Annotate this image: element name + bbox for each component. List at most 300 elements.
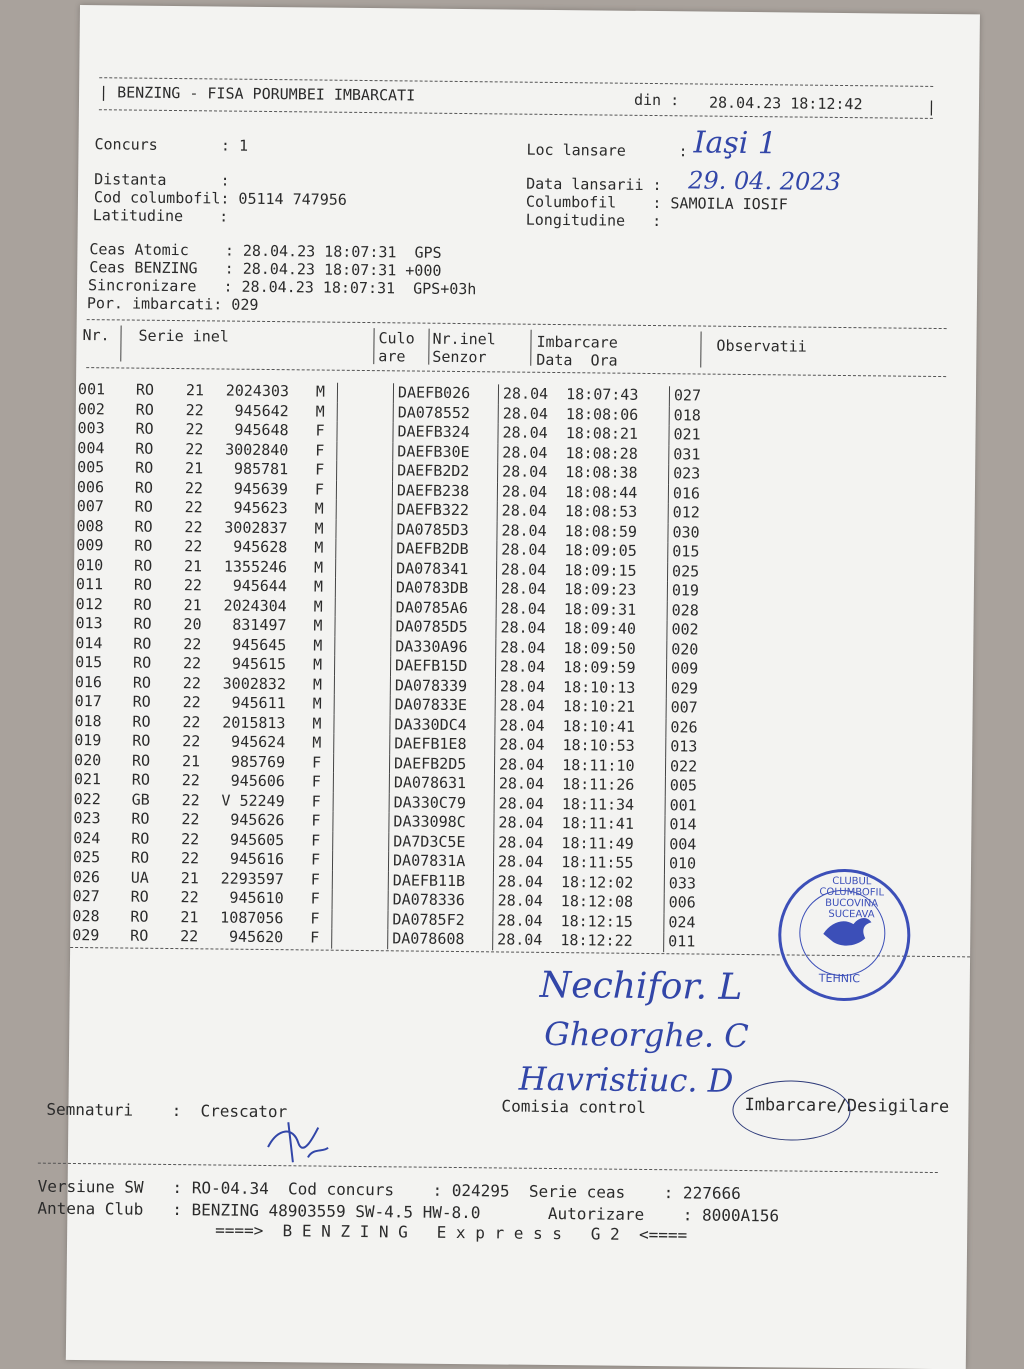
ring-number-cell: 3002832 <box>222 674 286 693</box>
row-number-cell: 013 <box>75 613 103 633</box>
boarding-time-cell: 28.04 18:09:50 <box>496 638 667 659</box>
boarding-time-cell: 28.04 18:11:10 <box>494 755 665 776</box>
ring-country-cell: RO <box>131 829 150 848</box>
color-cell <box>336 500 392 520</box>
print-date-value: 28.04.23 18:12:42 <box>708 93 863 114</box>
latitudine-field: Latitudine : <box>92 206 229 226</box>
sensor-ring-cell: DAEFB15D <box>390 656 495 677</box>
observation-cell: 014 <box>665 815 697 835</box>
color-cell <box>337 461 393 481</box>
observation-cell: 015 <box>668 542 700 562</box>
col-separator <box>700 332 701 368</box>
ring-number-cell: 945648 <box>234 420 289 440</box>
sensor-ring-cell: DAEFB30E <box>393 442 498 463</box>
row-number-cell: 012 <box>75 594 103 613</box>
boarding-time-cell: 28.04 18:11:34 <box>494 794 665 815</box>
sex-cell: F <box>311 772 321 791</box>
boarding-time-cell: 28.04 18:07:43 <box>498 384 669 405</box>
color-cell <box>333 753 389 773</box>
ring-year-cell: 21 <box>183 556 203 575</box>
boarding-time-cell: 28.04 18:08:38 <box>498 462 669 483</box>
columbofil-field: Columbofil : SAMOILA IOSIF <box>525 192 788 214</box>
sex-cell: F <box>314 479 325 499</box>
sex-cell: F <box>311 811 321 830</box>
ring-number-cell: 945626 <box>230 810 285 830</box>
footer-line-2: Antena Club : BENZING 48903559 SW-4.5 HW-8.0 Autorizare : 8000A156 <box>37 1198 780 1226</box>
boarding-time-cell: 28.04 18:10:53 <box>495 735 666 756</box>
sensor-ring-cell: DA330DC4 <box>390 715 495 736</box>
sex-cell: M <box>314 538 324 557</box>
sex-cell: M <box>312 713 322 733</box>
sensor-ring-cell: DAEFB2D5 <box>389 754 494 775</box>
ring-country-cell: RO <box>130 887 149 906</box>
footer-line-1: Versiune SW : RO-04.34 Cod concurs : 024295 Serie ceas : 227666 <box>37 1176 741 1203</box>
ceas-atomic-field: Ceas Atomic : 28.04.23 18:07:31 GPS <box>89 240 442 262</box>
ring-number-cell: 985781 <box>233 459 289 479</box>
boarding-time-cell: 28.04 18:09:59 <box>495 657 666 678</box>
color-cell <box>336 558 392 578</box>
row-number-cell: 017 <box>74 691 102 711</box>
boarding-time-cell: 28.04 18:08:28 <box>498 443 669 464</box>
col-culoare-2: are <box>378 347 406 366</box>
sex-cell: M <box>312 655 323 674</box>
ring-number-cell: 945639 <box>233 479 289 498</box>
col-observatii: Observatii <box>716 336 807 356</box>
color-cell <box>333 812 389 832</box>
divider <box>38 1163 938 1173</box>
color-cell <box>334 675 390 695</box>
ring-country-cell: RO <box>132 712 151 731</box>
observation-cell: 009 <box>666 659 698 679</box>
footer-line-3: ====> B E N Z I N G E x p r e s s G 2 <==== <box>215 1220 688 1245</box>
sensor-ring-cell: DA078608 <box>388 929 493 950</box>
color-cell <box>335 578 391 598</box>
ring-year-cell: 22 <box>185 420 204 439</box>
club-stamp <box>778 868 911 1001</box>
ring-year-cell: 21 <box>184 459 204 478</box>
color-cell <box>336 539 392 559</box>
observation-cell: 020 <box>667 640 699 660</box>
porumbei-imbarcati-field: Por. imbarcati: 029 <box>86 294 259 314</box>
row-number-cell: 028 <box>72 906 100 925</box>
row-number-cell: 001 <box>77 380 106 399</box>
ring-country-cell: RO <box>135 439 154 458</box>
sensor-ring-cell: DAEFB2DB <box>392 539 497 560</box>
boarding-time-cell: 28.04 18:09:05 <box>497 540 668 561</box>
row-number-cell: 025 <box>72 847 101 867</box>
observation-cell: 002 <box>667 620 699 640</box>
color-cell <box>332 870 388 890</box>
ring-number-cell: 945624 <box>231 732 286 752</box>
document-title: | BENZING - FISA PORUMBEI IMBARCATI <box>98 83 416 105</box>
ring-number-cell: 945611 <box>231 693 286 713</box>
color-cell <box>337 422 393 442</box>
sensor-ring-cell: DA078631 <box>389 773 494 794</box>
sensor-ring-cell: DA0785F2 <box>388 910 493 931</box>
boarding-time-cell: 28.04 18:12:15 <box>493 911 664 932</box>
ring-year-cell: 21 <box>183 595 202 614</box>
sensor-ring-cell: DA0783DB <box>391 578 496 599</box>
observation-cell: 022 <box>665 757 697 777</box>
observation-cell: 007 <box>666 698 698 718</box>
col-separator <box>530 330 531 366</box>
ring-country-cell: RO <box>130 926 149 945</box>
sex-cell: M <box>313 616 323 635</box>
ring-year-cell: 22 <box>182 712 201 731</box>
observation-cell: 019 <box>667 581 699 601</box>
ring-country-cell: RO <box>133 634 152 653</box>
ring-year-cell: 22 <box>184 498 203 517</box>
ring-year-cell: 22 <box>182 693 201 712</box>
row-number-cell: 003 <box>77 418 105 438</box>
ring-country-cell: RO <box>135 458 154 477</box>
ring-country-cell: RO <box>134 497 153 516</box>
ring-country-cell: RO <box>132 731 151 750</box>
ring-country-cell: UA <box>130 868 149 887</box>
distanta-field: Distanta : <box>94 170 230 190</box>
row-number-cell: 007 <box>76 496 104 516</box>
col-separator <box>373 328 374 364</box>
sensor-ring-cell: DA0785D3 <box>392 520 497 541</box>
pigeon-table <box>70 380 701 952</box>
sensor-ring-cell: DA7D3C5E <box>389 832 494 853</box>
row-number-cell: 029 <box>72 925 100 945</box>
boarding-time-cell: 28.04 18:10:21 <box>495 696 666 717</box>
ring-year-cell: 22 <box>181 829 200 848</box>
ring-year-cell: 22 <box>185 439 204 458</box>
sex-cell: F <box>315 421 325 440</box>
ring-number-cell: 3002840 <box>225 440 289 459</box>
sensor-ring-cell: DA07833E <box>390 695 495 716</box>
ring-number-cell: 2015813 <box>222 713 286 732</box>
color-cell <box>335 617 391 637</box>
row-number-cell: 005 <box>77 457 105 477</box>
color-cell <box>334 656 390 676</box>
boarding-time-cell: 28.04 18:12:22 <box>493 930 664 951</box>
sensor-ring-cell: DA0785D5 <box>391 617 496 638</box>
color-cell <box>333 831 389 851</box>
row-number-cell: 020 <box>74 750 102 769</box>
row-number-cell: 006 <box>76 477 105 496</box>
cod-columbofil-field: Cod columbofil: 05114 747956 <box>93 188 347 209</box>
signature-gheorghe: Gheorghe. C <box>544 1014 749 1056</box>
loc-lansare-colon: : <box>678 142 688 161</box>
sensor-ring-cell: DA33098C <box>389 812 494 833</box>
observation-cell: 026 <box>666 718 698 738</box>
row-number-cell: 009 <box>76 535 104 555</box>
row-number-cell: 011 <box>75 574 104 594</box>
title-end-bar: | <box>926 97 937 116</box>
imbarcare-desigilare: Imbarcare/Desigilare <box>744 1095 950 1118</box>
ring-number-cell: 2293597 <box>220 869 284 888</box>
ring-year-cell: 22 <box>180 927 199 946</box>
sex-cell: M <box>315 382 326 401</box>
row-number-cell: 015 <box>75 652 103 672</box>
ring-country-cell: RO <box>135 400 154 419</box>
observation-cell: 006 <box>664 893 696 913</box>
ceas-benzing-field: Ceas BENZING : 28.04.23 18:07:31 +000 <box>89 258 442 280</box>
boarding-time-cell: 28.04 18:12:02 <box>493 872 664 893</box>
sex-cell: M <box>312 733 322 752</box>
sensor-ring-cell: DAEFB238 <box>392 481 497 502</box>
observation-cell: 024 <box>664 913 696 933</box>
ring-country-cell: RO <box>133 614 152 633</box>
sincronizare-field: Sincronizare : 28.04.23 18:07:31 GPS+03h <box>87 276 477 299</box>
ring-country-cell: GB <box>131 790 150 809</box>
ring-number-cell: 945605 <box>229 830 285 849</box>
document-sheet <box>37 5 980 1369</box>
boarding-time-cell: 28.04 18:09:40 <box>496 618 667 639</box>
ring-year-cell: 22 <box>183 576 203 595</box>
observation-cell: 010 <box>664 854 696 874</box>
ring-country-cell: RO <box>134 517 153 536</box>
row-number-cell: 023 <box>73 808 101 828</box>
boarding-time-cell: 28.04 18:08:53 <box>497 501 668 522</box>
row-number-cell: 016 <box>74 672 103 691</box>
boarding-time-cell: 28.04 18:11:55 <box>493 852 664 873</box>
col-culoare-1: Culo <box>378 329 415 348</box>
ring-country-cell: RO <box>132 653 152 672</box>
color-cell <box>332 929 388 949</box>
col-separator <box>120 325 121 361</box>
color-cell <box>334 714 390 734</box>
row-number-cell: 019 <box>74 730 102 750</box>
boarding-time-cell: 28.04 18:11:41 <box>494 813 665 834</box>
ring-year-cell: 21 <box>185 381 205 400</box>
signature-havristiuc: Havristiuc. D <box>518 1059 734 1100</box>
sex-cell: F <box>315 440 325 460</box>
ring-country-cell: RO <box>130 907 149 926</box>
comisia-control: Comisia control <box>501 1096 647 1117</box>
sex-cell: M <box>314 499 324 518</box>
sensor-ring-cell: DA078336 <box>388 890 493 911</box>
color-cell <box>332 890 388 910</box>
ring-country-cell: RO <box>134 536 153 555</box>
ring-number-cell: 945610 <box>229 888 284 908</box>
color-cell <box>335 597 391 617</box>
col-nr-inel-1: Nr.inel <box>432 329 496 349</box>
sex-cell: M <box>312 674 322 694</box>
sensor-ring-cell: DA078552 <box>393 403 498 424</box>
ring-country-cell: RO <box>131 809 150 828</box>
ring-year-cell: 20 <box>183 615 202 634</box>
sensor-ring-cell: DA07831A <box>388 851 493 872</box>
observation-cell: 031 <box>669 445 701 465</box>
sensor-ring-cell: DAEFB324 <box>393 422 498 443</box>
row-number-cell: 008 <box>76 516 104 535</box>
row-number-cell: 002 <box>77 399 105 418</box>
sensor-ring-cell: DAEFB026 <box>393 383 498 404</box>
ring-country-cell: RO <box>135 419 154 438</box>
ring-country-cell: RO <box>131 770 151 789</box>
sex-cell: F <box>311 830 321 850</box>
row-number-cell: 014 <box>75 633 103 652</box>
boarding-time-cell: 28.04 18:08:59 <box>497 521 668 542</box>
boarding-time-cell: 28.04 18:09:15 <box>497 560 668 581</box>
ring-number-cell: 1355246 <box>223 557 288 576</box>
sensor-ring-cell: DA330A96 <box>391 637 496 658</box>
observation-cell: 013 <box>666 737 698 757</box>
col-nr: Nr. <box>82 326 110 345</box>
sex-cell: M <box>313 596 323 616</box>
ring-country-cell: RO <box>134 556 153 575</box>
ring-number-cell: 945628 <box>233 537 288 557</box>
ring-year-cell: 22 <box>183 634 202 653</box>
boarding-time-cell: 28.04 18:08:44 <box>497 482 668 503</box>
ring-number-cell: 3002837 <box>224 518 288 537</box>
observation-cell: 021 <box>669 425 701 445</box>
color-cell <box>334 695 390 715</box>
ring-country-cell: RO <box>132 673 152 692</box>
color-cell <box>332 851 388 871</box>
ring-year-cell: 22 <box>184 517 203 536</box>
observation-cell: 030 <box>668 523 700 543</box>
ring-country-cell: RO <box>135 380 155 399</box>
ring-number-cell: 945623 <box>233 498 288 518</box>
sex-cell: M <box>313 577 324 596</box>
sex-cell: F <box>310 928 320 947</box>
boarding-time-cell: 28.04 18:09:23 <box>496 579 667 600</box>
col-nr-inel-2: Senzor <box>432 347 487 367</box>
ring-number-cell: 945644 <box>232 576 288 596</box>
boarding-time-cell: 28.04 18:11:49 <box>494 833 665 854</box>
ring-country-cell: RO <box>134 478 154 497</box>
sex-cell: M <box>312 694 322 713</box>
sex-cell: M <box>314 557 324 577</box>
stamp-text: CLUBUL COLUMBOFIL BUCOVINA SUCEAVA <box>819 875 885 921</box>
color-cell <box>336 480 392 500</box>
ring-year-cell: 22 <box>184 478 204 497</box>
sensor-ring-cell: DA0785A6 <box>391 598 496 619</box>
observation-cell: 001 <box>665 796 697 816</box>
sensor-ring-cell: DA078339 <box>390 676 495 697</box>
sex-cell: F <box>315 460 325 479</box>
data-lansarii-label: Data lansarii : <box>526 174 662 195</box>
observation-cell: 005 <box>665 776 697 796</box>
ring-year-cell: 22 <box>182 732 201 751</box>
sex-cell: M <box>314 518 324 538</box>
concurs-field: Concurs : 1 <box>94 135 249 155</box>
sex-cell: F <box>311 752 322 772</box>
row-number-cell: 022 <box>73 789 101 808</box>
observation-cell: 023 <box>669 464 701 484</box>
observation-cell: 027 <box>669 386 701 406</box>
ring-number-cell: 945642 <box>234 401 289 420</box>
observation-cell: 029 <box>666 679 698 699</box>
observation-cell: 028 <box>667 601 699 621</box>
sex-cell: F <box>310 889 320 908</box>
crescator-signature-mark <box>258 1117 339 1168</box>
ring-number-cell: 945616 <box>229 849 285 869</box>
observation-cell: 012 <box>668 503 700 523</box>
sensor-ring-cell: DAEFB2D2 <box>393 461 498 482</box>
print-date-label: din : <box>633 90 680 110</box>
boarding-time-cell: 28.04 18:08:21 <box>498 423 669 444</box>
sensor-ring-cell: DAEFB322 <box>392 500 497 521</box>
ring-number-cell: 945620 <box>228 927 284 947</box>
col-imbarcare-2: Data Ora <box>536 350 618 370</box>
observation-cell: 025 <box>667 562 699 582</box>
sex-cell: F <box>310 908 320 928</box>
ring-year-cell: 22 <box>180 888 199 907</box>
loc-lansare-handwritten: Iaşi 1 <box>693 125 778 162</box>
ring-country-cell: RO <box>132 692 151 711</box>
sex-cell: M <box>315 401 325 421</box>
signature-nechifor: Nechifor. L <box>539 964 743 1008</box>
observation-cell: 004 <box>665 835 697 855</box>
boarding-time-cell: 28.04 18:12:08 <box>493 891 664 912</box>
color-cell <box>333 773 389 793</box>
boarding-time-cell: 28.04 18:08:06 <box>498 404 669 425</box>
boarding-time-cell: 28.04 18:10:41 <box>495 716 666 737</box>
ring-year-cell: 21 <box>181 751 201 770</box>
ring-number-cell: 985769 <box>230 752 286 771</box>
ring-year-cell: 22 <box>185 400 204 419</box>
ring-year-cell: 22 <box>181 790 200 809</box>
color-cell <box>337 402 393 422</box>
ring-country-cell: RO <box>130 848 150 867</box>
longitudine-field: Longitudine : <box>525 210 662 231</box>
ring-year-cell: 22 <box>181 810 200 829</box>
ring-year-cell: 21 <box>180 868 199 887</box>
sex-cell: F <box>310 850 321 869</box>
observation-cell: 011 <box>664 932 696 952</box>
color-cell <box>332 909 388 929</box>
semnaturi-crescator: Semnaturi : Crescator <box>46 1099 288 1122</box>
boarding-time-cell: 28.04 18:10:13 <box>495 677 666 698</box>
circle-mark <box>732 1080 851 1141</box>
row-number-cell: 010 <box>76 555 104 574</box>
color-cell <box>337 383 393 403</box>
row-number-cell: 004 <box>77 438 105 457</box>
sensor-ring-cell: DAEFB11B <box>388 871 493 892</box>
ring-number-cell: 945645 <box>232 635 287 654</box>
col-imbarcare-1: Imbarcare <box>536 332 618 352</box>
ring-number-cell: 945615 <box>231 654 287 674</box>
color-cell <box>335 636 391 656</box>
ring-number-cell: V 52249 <box>221 791 285 810</box>
data-lansarii-handwritten: 29. 04. 2023 <box>688 166 842 196</box>
row-number-cell: 021 <box>73 769 102 789</box>
ring-year-cell: 22 <box>181 771 200 790</box>
divider <box>86 367 946 377</box>
ring-number-cell: 1087056 <box>220 908 284 927</box>
ring-year-cell: 21 <box>180 907 199 926</box>
row-number-cell: 024 <box>73 828 101 847</box>
loc-lansare-label: Loc lansare <box>526 140 626 160</box>
observation-cell: 018 <box>669 406 701 426</box>
color-cell <box>337 441 393 461</box>
sensor-ring-cell: DA330C79 <box>389 793 494 814</box>
stamp-text-bottom: TEHNIC <box>818 971 861 986</box>
observation-cell: 033 <box>664 874 696 894</box>
ring-year-cell: 22 <box>184 537 203 556</box>
col-separator <box>428 329 429 365</box>
row-number-cell: 018 <box>74 711 102 730</box>
col-serie-inel: Serie inel <box>138 326 229 346</box>
row-number-cell: 026 <box>72 867 101 886</box>
sex-cell: F <box>310 869 320 889</box>
sensor-ring-cell: DA078341 <box>392 559 497 580</box>
ring-number-cell: 945606 <box>230 771 285 791</box>
observation-cell: 016 <box>668 484 700 504</box>
ring-number-cell: 2024303 <box>225 381 290 401</box>
ring-country-cell: RO <box>133 575 153 594</box>
ring-year-cell: 22 <box>182 673 202 692</box>
ring-country-cell: RO <box>131 751 151 770</box>
sex-cell: M <box>313 635 323 655</box>
boarding-time-cell: 28.04 18:09:31 <box>496 599 667 620</box>
